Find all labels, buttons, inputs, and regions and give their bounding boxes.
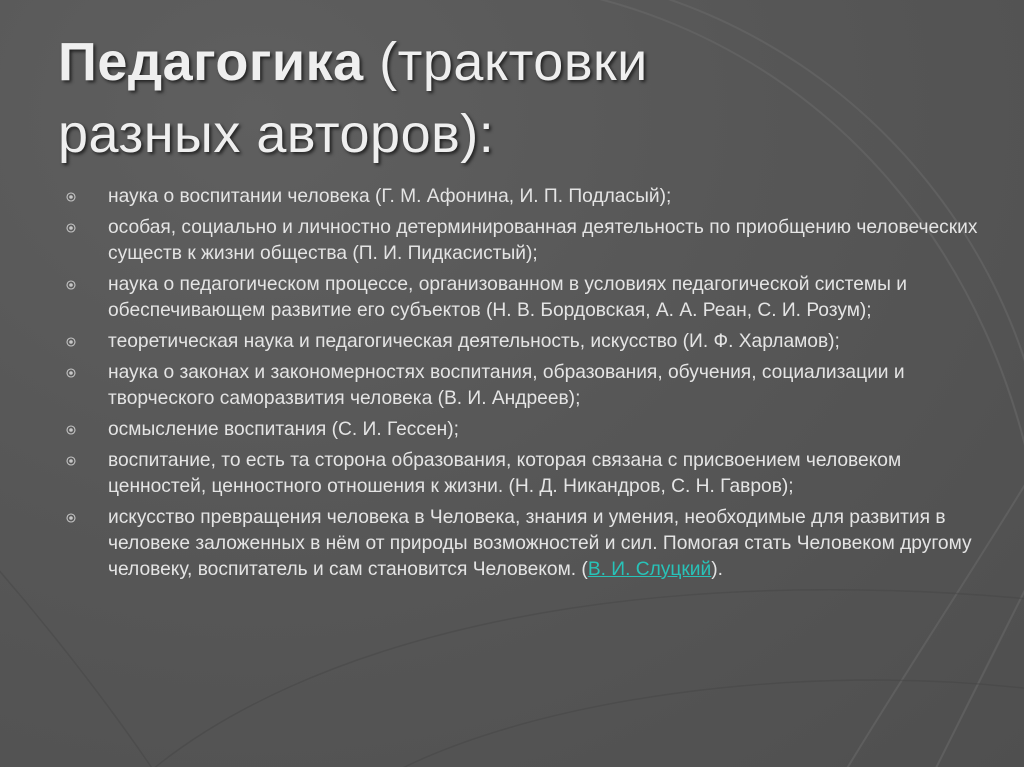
bullet-text: особая, социально и личностно детерминированная деятельность по приобщению человеческих существ к жизни общества (П. И. Пидкасистый); xyxy=(108,217,978,264)
bullet-item xyxy=(66,417,996,443)
bullet-item xyxy=(66,448,996,500)
circled-dot-icon xyxy=(66,223,76,233)
bullet-text: осмысление воспитания (С. И. Гессен); xyxy=(108,419,459,440)
bullet-text: искусство превращения человека в Человека, знания и умения, необходимые для развития в человеке заложенных в нём от природы возможностей и сил. Помогая стать Человеком другому человеку, воспитатель и сам становится Человеком. ( xyxy=(108,507,972,580)
circled-dot-icon xyxy=(66,513,76,523)
title-bold-part: Педагогика xyxy=(58,32,364,92)
bullet-text: теоретическая наука и педагогическая деятельность, искусство (И. Ф. Харламов); xyxy=(108,331,840,352)
bullet-item xyxy=(66,272,996,324)
bullet-item xyxy=(66,215,996,267)
bullet-text: воспитание, то есть та сторона образования, которая связана с присвоением человеком ценностей, ценностного отношения к жизни. (Н. Д. Никандров, С. Н. Гавров); xyxy=(108,450,902,497)
bullet-text-end: ). xyxy=(711,559,723,580)
circled-dot-icon xyxy=(66,192,76,202)
bullet-list xyxy=(66,184,996,588)
circled-dot-icon xyxy=(66,280,76,290)
circled-dot-icon xyxy=(66,456,76,466)
bullet-text: наука о воспитании человека (Г. М. Афонина, И. П. Подласый); xyxy=(108,186,672,207)
circled-dot-icon xyxy=(66,368,76,378)
circled-dot-icon xyxy=(66,337,76,347)
bullet-item xyxy=(66,505,996,583)
bullet-text: наука о законах и закономерностях воспитания, образования, обучения, социализации и творческого саморазвития человека (В. И. Андреев); xyxy=(108,362,905,409)
bullet-item xyxy=(66,360,996,412)
bullet-text: наука о педагогическом процессе, организованном в условиях педагогической системы и обеспечивающем развитие его субъектов (Н. В. Бордовская, А. А. Реан, С. И. Розум); xyxy=(108,274,907,321)
bullet-item xyxy=(66,184,996,210)
slide-title xyxy=(58,26,958,170)
title-rest-line1: (трактовки xyxy=(363,32,648,92)
bullet-item xyxy=(66,329,996,355)
author-link[interactable]: В. И. Слуцкий xyxy=(587,559,712,580)
circled-dot-icon xyxy=(66,425,76,435)
title-line2: разных авторов): xyxy=(58,104,495,164)
